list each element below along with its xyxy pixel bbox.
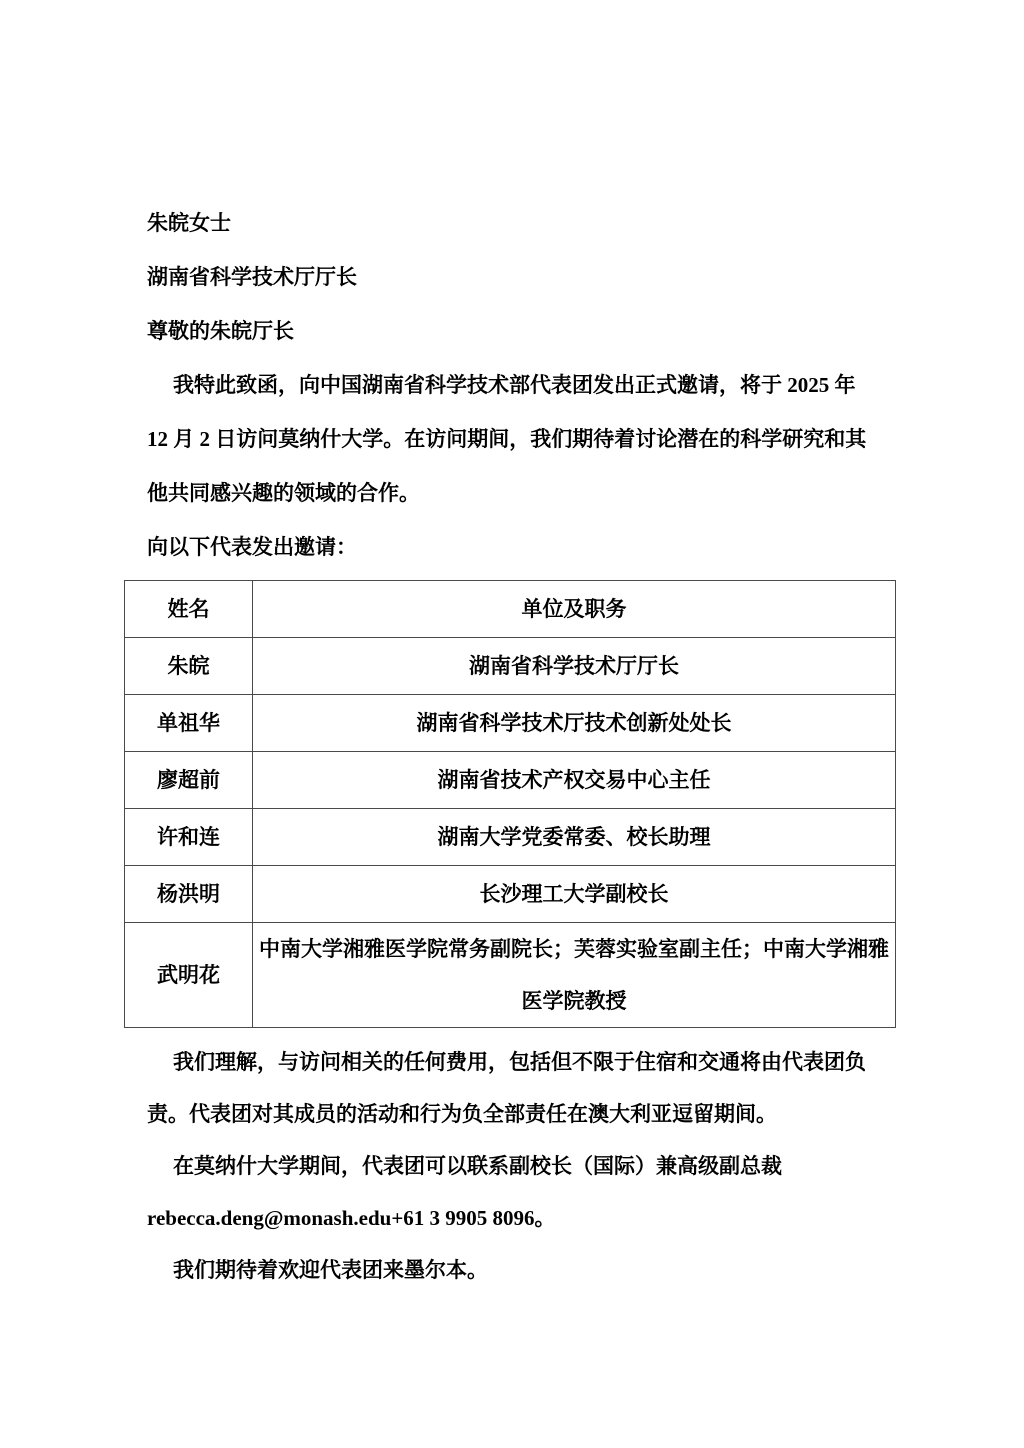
delegate-role: 湖南省科学技术厅厅长 [253,638,896,695]
delegate-name: 廖超前 [125,752,253,809]
table-row [125,638,896,695]
delegates-table [124,580,896,1028]
recipient-title: 湖南省科学技术厅厅长 [147,265,357,289]
paragraph2-line2: 责。代表团对其成员的活动和行为负全部责任在澳大利亚逗留期间。 [147,1102,777,1126]
invite-intro: 向以下代表发出邀请： [147,535,357,559]
paragraph1-line1: 我特此致函，向中国湖南省科学技术部代表团发出正式邀请，将于 2025 年 [173,373,856,397]
recipient-name: 朱皖女士 [147,211,231,235]
delegate-role: 湖南省技术产权交易中心主任 [253,752,896,809]
paragraph2-line1: 我们理解，与访问相关的任何费用，包括但不限于住宿和交通将由代表团负 [173,1050,866,1074]
table-row [125,923,896,1028]
closing-line: 我们期待着欢迎代表团来墨尔本。 [173,1258,488,1282]
delegate-role: 湖南省科学技术厅技术创新处处长 [253,695,896,752]
delegate-name: 许和连 [125,809,253,866]
delegate-role: 长沙理工大学副校长 [253,866,896,923]
table-row [125,695,896,752]
delegate-name: 单祖华 [125,695,253,752]
delegate-name: 朱皖 [125,638,253,695]
table-row [125,809,896,866]
paragraph1-line3: 他共同感兴趣的领域的合作。 [147,481,420,505]
table-row [125,866,896,923]
delegate-name: 武明花 [125,923,253,1028]
delegate-role-line2: 医学院教授 [521,989,627,1013]
contact-email-phone: rebecca.deng@monash.edu+61 3 9905 8096。 [147,1206,556,1230]
salutation: 尊敬的朱皖厅长 [147,319,294,343]
header-cell-name: 姓名 [125,581,253,638]
paragraph3-line1: 在莫纳什大学期间，代表团可以联系副校长（国际）兼高级副总裁 [173,1154,782,1178]
delegate-role [253,923,896,1028]
table-header-row [125,581,896,638]
delegate-name: 杨洪明 [125,866,253,923]
paragraph1-line2: 12 月 2 日访问莫纳什大学。在访问期间，我们期待着讨论潜在的科学研究和其 [147,427,867,451]
delegate-role: 湖南大学党委常委、校长助理 [253,809,896,866]
delegate-role-line1: 中南大学湘雅医学院常务副院长；芙蓉实验室副主任；中南大学湘雅 [259,937,889,961]
table-row [125,752,896,809]
header-cell-role: 单位及职务 [253,581,896,638]
